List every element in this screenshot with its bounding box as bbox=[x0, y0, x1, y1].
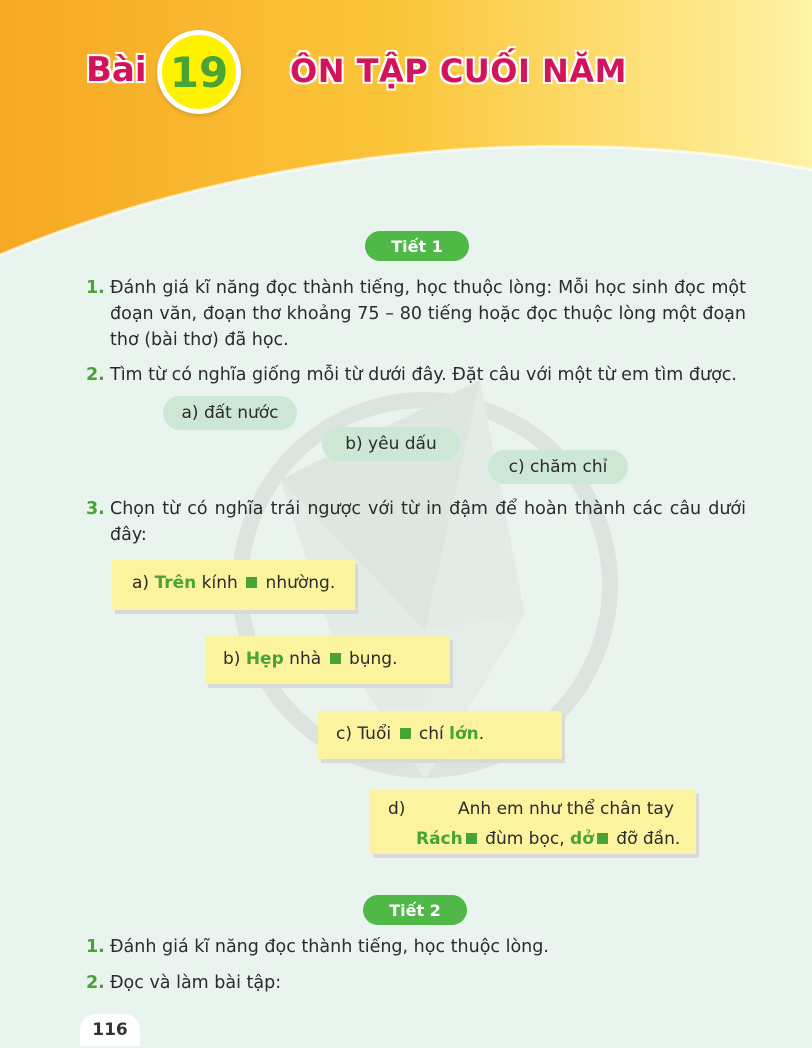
lesson-label: Bài bbox=[86, 50, 147, 90]
question-box-icon bbox=[466, 833, 477, 844]
exercise-item bbox=[86, 496, 746, 548]
exercise-item bbox=[86, 362, 746, 388]
lesson-title: ÔN TẬP CUỐI NĂM bbox=[290, 52, 627, 90]
exercise-text: Đánh giá kĩ năng đọc thành tiếng, học thuộc lòng. bbox=[110, 937, 549, 957]
word-pill-a: a) đất nước bbox=[163, 396, 297, 430]
bold-word: Rách bbox=[416, 829, 463, 849]
exercise-number: 2. bbox=[86, 973, 105, 993]
question-box-icon bbox=[597, 833, 608, 844]
bold-word: Trên bbox=[154, 573, 197, 593]
bold-word: dở bbox=[570, 829, 594, 849]
exercise-text: Tìm từ có nghĩa giống mỗi từ dưới đây. Đặt câu với một từ em tìm được. bbox=[110, 365, 737, 385]
period-1-badge: Tiết 1 bbox=[365, 231, 469, 261]
proverb-line-1: Anh em như thể chân tay bbox=[458, 799, 674, 819]
sentence-note-d bbox=[370, 790, 696, 854]
question-box-icon bbox=[400, 728, 411, 739]
header-banner bbox=[0, 0, 812, 260]
lesson-number-badge bbox=[157, 30, 241, 114]
page-number: 116 bbox=[80, 1014, 140, 1046]
exercise-text: Chọn từ có nghĩa trái ngược với từ in đậm để hoàn thành các câu dưới đây: bbox=[110, 499, 746, 545]
question-box-icon bbox=[330, 653, 341, 664]
exercise-item bbox=[86, 934, 746, 960]
exercise-item bbox=[86, 970, 746, 996]
exercise-text: Đánh giá kĩ năng đọc thành tiếng, học thuộc lòng: Mỗi học sinh đọc một đoạn văn, đoạn thơ khoảng 75 – 80 tiếng hoặc đọc thuộc lòng một đoạn thơ (bài thơ) đã học. bbox=[110, 278, 746, 350]
exercise-number: 2. bbox=[86, 365, 105, 385]
bold-word: Hẹp bbox=[245, 649, 284, 669]
bold-word: lớn bbox=[449, 724, 479, 744]
exercise-number: 3. bbox=[86, 499, 105, 519]
exercise-text: Đọc và làm bài tập: bbox=[110, 973, 282, 993]
exercise-item bbox=[86, 275, 746, 353]
sentence-note-a: a) Trên kính nhường. bbox=[112, 560, 355, 610]
proverb-line-2: Rách đùm bọc, dở đỡ đần. bbox=[416, 829, 681, 849]
word-pill-b: b) yêu dấu bbox=[322, 427, 460, 461]
sentence-note-b: b) Hẹp nhà bụng. bbox=[205, 636, 450, 684]
exercise-number: 1. bbox=[86, 278, 105, 298]
sentence-label: d) bbox=[388, 799, 406, 819]
word-pill-c: c) chăm chỉ bbox=[488, 450, 628, 484]
period-2-badge: Tiết 2 bbox=[363, 895, 467, 925]
lesson-number: 19 bbox=[169, 47, 229, 97]
sentence-note-c: c) Tuổi chí lớn. bbox=[318, 711, 562, 759]
exercise-number: 1. bbox=[86, 937, 105, 957]
question-box-icon bbox=[246, 577, 257, 588]
